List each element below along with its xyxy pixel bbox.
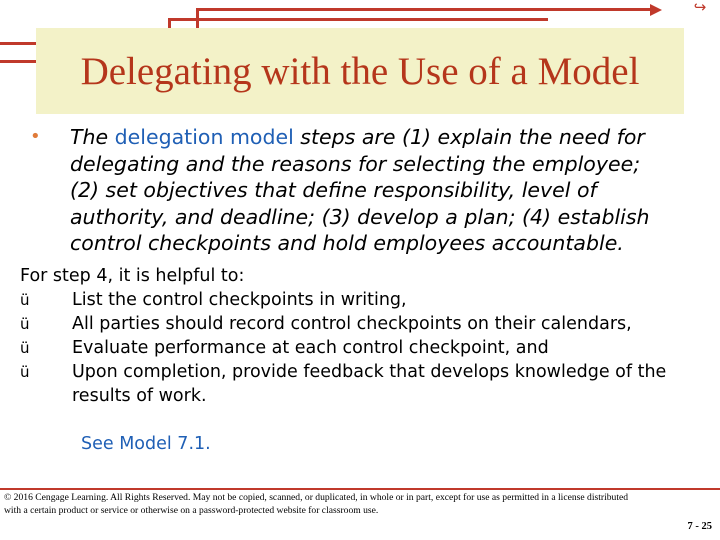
title-banner [36, 28, 684, 114]
see-model-reference[interactable]: See Model 7.1. [81, 434, 211, 454]
bullet-line-2: delegating and the reasons for selecting the employee; [70, 151, 641, 176]
bullet-line-1 [30, 124, 698, 151]
checklist-item [20, 312, 710, 336]
bullet-line-5: control checkpoints and hold employees accountable. [70, 231, 624, 255]
checklist-item [20, 288, 710, 312]
copyright-line-1: © 2016 Cengage Learning. All Rights Reserved. May not be copied, scanned, or duplicated, in whole or in part, except for use as permitted in a license distributed [4, 492, 629, 503]
step4-section [20, 264, 710, 408]
checklist-item-continuation [20, 384, 710, 408]
checklist-item-text: results of work. [72, 386, 207, 406]
deco-line-left-1 [0, 42, 40, 45]
delegation-model-term: delegation model [114, 125, 294, 149]
bullet-line-4: authority, and deadline; (3) develop a plan; (4) establish [70, 204, 650, 229]
deco-line-top [196, 8, 652, 11]
check-icon: ü [20, 363, 30, 381]
bullet-line-1-rest: steps are (1) explain the need for [293, 125, 645, 149]
checklist-item-text: Evaluate performance at each control checkpoint, and [72, 338, 549, 358]
deco-arrow-head [650, 4, 662, 16]
main-bullet [30, 124, 698, 257]
page-title: Delegating with the Use of a Model [80, 49, 640, 93]
copyright-footer [4, 492, 716, 517]
copyright-line-2: with a certain product or service or otherwise on a password-protected website for classroom use. [4, 504, 379, 516]
step4-intro: For step 4, it is helpful to: [20, 266, 245, 286]
check-icon: ü [20, 291, 30, 309]
checklist-item-text: All parties should record control checkpoints on their calendars, [72, 314, 632, 334]
footer-divider [0, 488, 720, 490]
deco-line-mid [168, 18, 548, 21]
bullet-icon: • [30, 126, 41, 147]
checklist-item-text: Upon completion, provide feedback that develops knowledge of the [72, 362, 667, 382]
checklist-item [20, 336, 710, 360]
deco-line-left-2 [0, 60, 40, 63]
nav-arrow-icon[interactable]: ↪ [693, 0, 707, 16]
page-number: 7 - 25 [687, 521, 712, 532]
bullet-line-3: (2) set objectives that define responsibility, level of [70, 178, 597, 202]
check-icon: ü [20, 339, 30, 357]
checklist-item-text: List the control checkpoints in writing, [72, 290, 407, 310]
check-icon: ü [20, 315, 30, 333]
bullet-intro: The [70, 125, 115, 149]
checklist-item [20, 360, 710, 384]
